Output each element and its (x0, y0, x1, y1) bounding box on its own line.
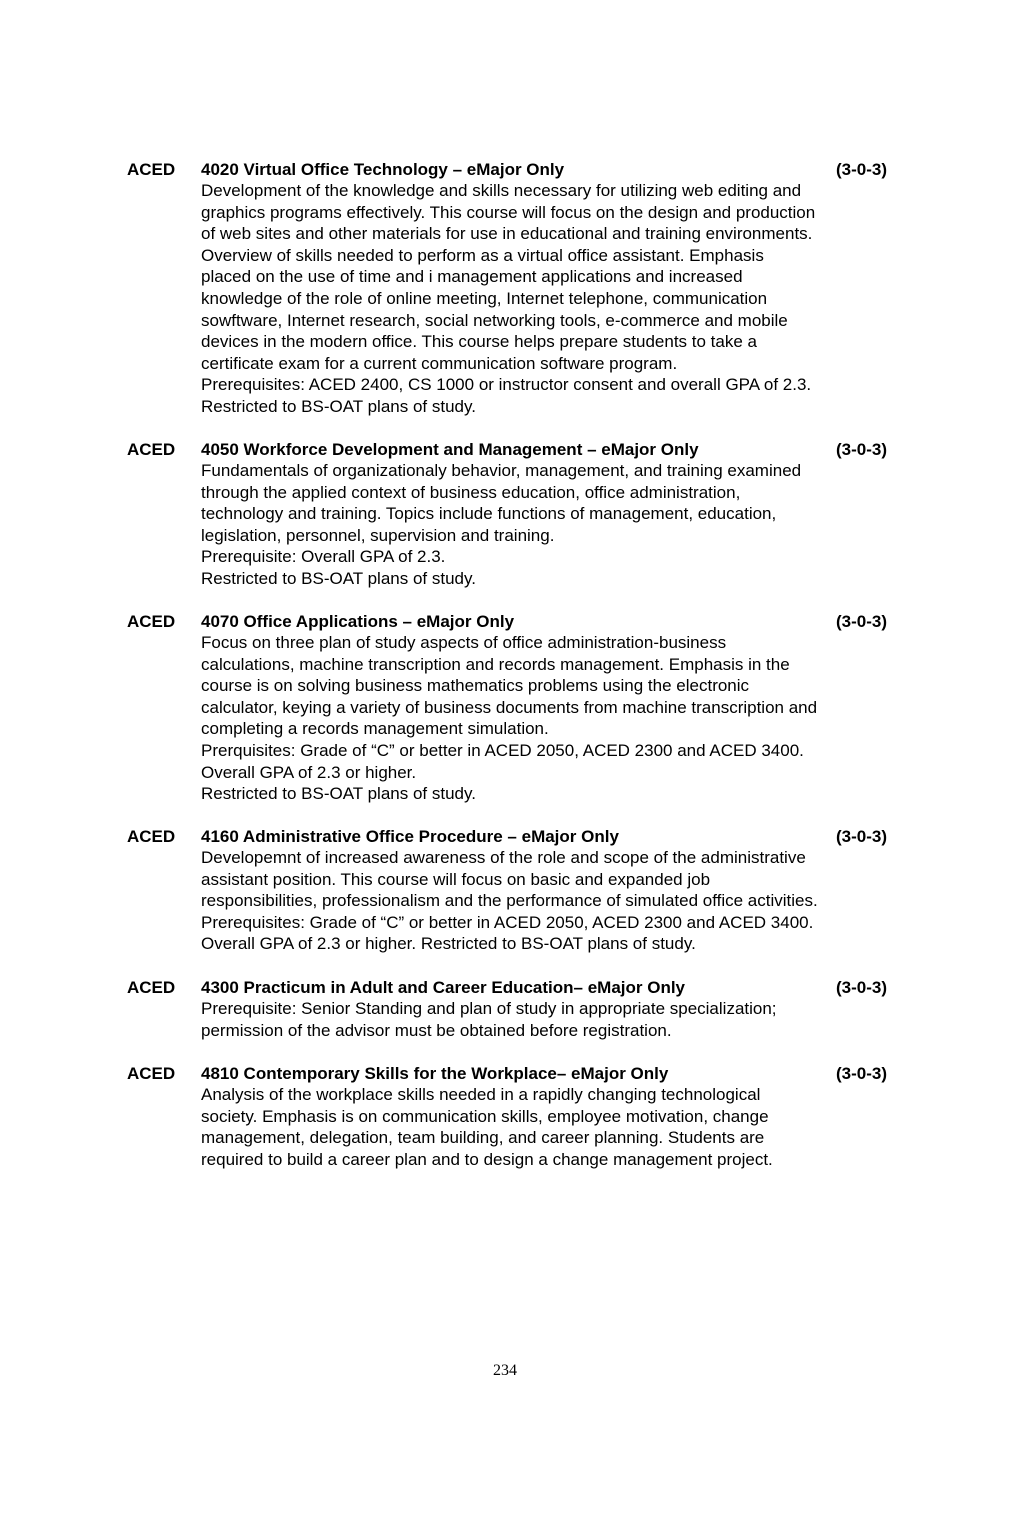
course-title: 4070 Office Applications – eMajor Only (201, 612, 515, 631)
description-line: calculator, keying a variety of business documents from machine transcription and (201, 697, 818, 717)
course-title: 4810 Contemporary Skills for the Workplace– eMajor Only (201, 1064, 669, 1083)
description-line: Developemnt of increased awareness of the role and scope of the administrative (201, 848, 806, 867)
course-title: 4020 Virtual Office Technology – eMajor Only (201, 160, 565, 179)
course-description (201, 180, 887, 418)
course-heading (127, 159, 887, 180)
course-description (201, 847, 887, 955)
description-line: Prerequisite: Overall GPA of 2.3. (201, 547, 446, 567)
course-credits: (3-0-3) (835, 1064, 887, 1083)
description-line: certificate exam for a current communication software program. (201, 353, 678, 373)
course-credits: (3-0-3) (835, 978, 887, 997)
description-line: graphics programs effectively. This course will focus on the design and production (201, 202, 816, 222)
course-title: 4160 Administrative Office Procedure – eMajor Only (201, 827, 619, 846)
course-description (201, 632, 887, 805)
description-line: through the applied context of business education, office administration, (201, 482, 741, 502)
description-line: management, delegation, team building, and career planning. Students are (201, 1128, 765, 1148)
description-line: Development of the knowledge and skills necessary for utilizing web editing and (201, 181, 802, 200)
description-line: Restricted to BS-OAT plans of study. (201, 784, 476, 804)
course-entry (127, 977, 887, 1041)
page-number: 234 (493, 1362, 517, 1379)
description-line: Restricted to BS-OAT plans of study. (201, 396, 476, 416)
description-line: calculations, machine transcription and records management. Emphasis in the (201, 654, 790, 674)
description-line: Focus on three plan of study aspects of office administration-business (201, 633, 727, 652)
course-entry (127, 826, 887, 955)
course-title: 4300 Practicum in Adult and Career Education– eMajor Only (201, 978, 686, 997)
description-line: sowftware, Internet research, social networking tools, e-commerce and mobile (201, 310, 788, 330)
description-line: required to build a career plan and to design a change management project. (201, 1149, 773, 1169)
course-heading (127, 826, 887, 847)
course-description (201, 1084, 887, 1170)
description-line: Overview of skills needed to perform as a virtual office assistant. Emphasis (201, 245, 764, 265)
description-line: Overall GPA of 2.3 or higher. (201, 762, 417, 782)
course-entry (127, 439, 887, 590)
course-prefix: ACED (127, 612, 176, 631)
course-prefix: ACED (127, 160, 176, 179)
course-entry (127, 611, 887, 805)
description-line: assistant position. This course will focus on basic and expanded job (201, 869, 711, 889)
description-line: Prerquisites: Grade of “C” or better in ACED 2050, ACED 2300 and ACED 3400. (201, 740, 804, 760)
course-prefix: ACED (127, 440, 176, 459)
description-line: Prerequisites: ACED 2400, CS 1000 or instructor consent and overall GPA of 2.3. (201, 375, 812, 395)
course-entry (127, 1063, 887, 1170)
description-line: Analysis of the workplace skills needed in a rapidly changing technological (201, 1085, 761, 1104)
description-line: legislation, personnel, supervision and training. (201, 525, 555, 545)
description-line: completing a records management simulation. (201, 719, 549, 739)
course-entry (127, 159, 887, 418)
course-heading (127, 977, 887, 998)
course-description (201, 998, 887, 1041)
description-line: society. Emphasis is on communication skills, employee motivation, change (201, 1106, 769, 1126)
description-line: Prerequisite: Senior Standing and plan of study in appropriate specialization; (201, 999, 777, 1018)
description-line: technology and training. Topics include functions of management, education, (201, 504, 777, 524)
description-line: devices in the modern office. This course helps prepare students to take a (201, 332, 757, 352)
course-prefix: ACED (127, 827, 176, 846)
description-line: responsibilities, professionalism and the performance of simulated office activities. (201, 891, 818, 911)
description-line: placed on the use of time and i management applications and increased (201, 267, 743, 287)
description-line: of web sites and other materials for use in educational and training environments. (201, 224, 813, 244)
course-credits: (3-0-3) (835, 440, 887, 459)
course-heading (127, 439, 887, 460)
course-heading (127, 611, 887, 632)
description-line: permission of the advisor must be obtained before registration. (201, 1020, 672, 1040)
description-line: course is on solving business mathematics problems using the electronic (201, 676, 750, 696)
course-description (201, 460, 887, 590)
description-line: Fundamentals of organizationaly behavior, management, and training examined (201, 461, 802, 480)
description-line: knowledge of the role of online meeting, Internet telephone, communication (201, 288, 768, 308)
description-line: Prerequisites: Grade of “C” or better in ACED 2050, ACED 2300 and ACED 3400. (201, 912, 814, 932)
course-credits: (3-0-3) (835, 612, 887, 631)
course-credits: (3-0-3) (835, 827, 887, 846)
course-prefix: ACED (127, 978, 176, 997)
course-credits: (3-0-3) (835, 160, 887, 179)
description-line: Restricted to BS-OAT plans of study. (201, 568, 476, 588)
course-prefix: ACED (127, 1064, 176, 1083)
course-title: 4050 Workforce Development and Management – eMajor Only (201, 440, 699, 459)
description-line: Overall GPA of 2.3 or higher. Restricted to BS-OAT plans of study. (201, 934, 696, 954)
course-heading (127, 1063, 887, 1084)
